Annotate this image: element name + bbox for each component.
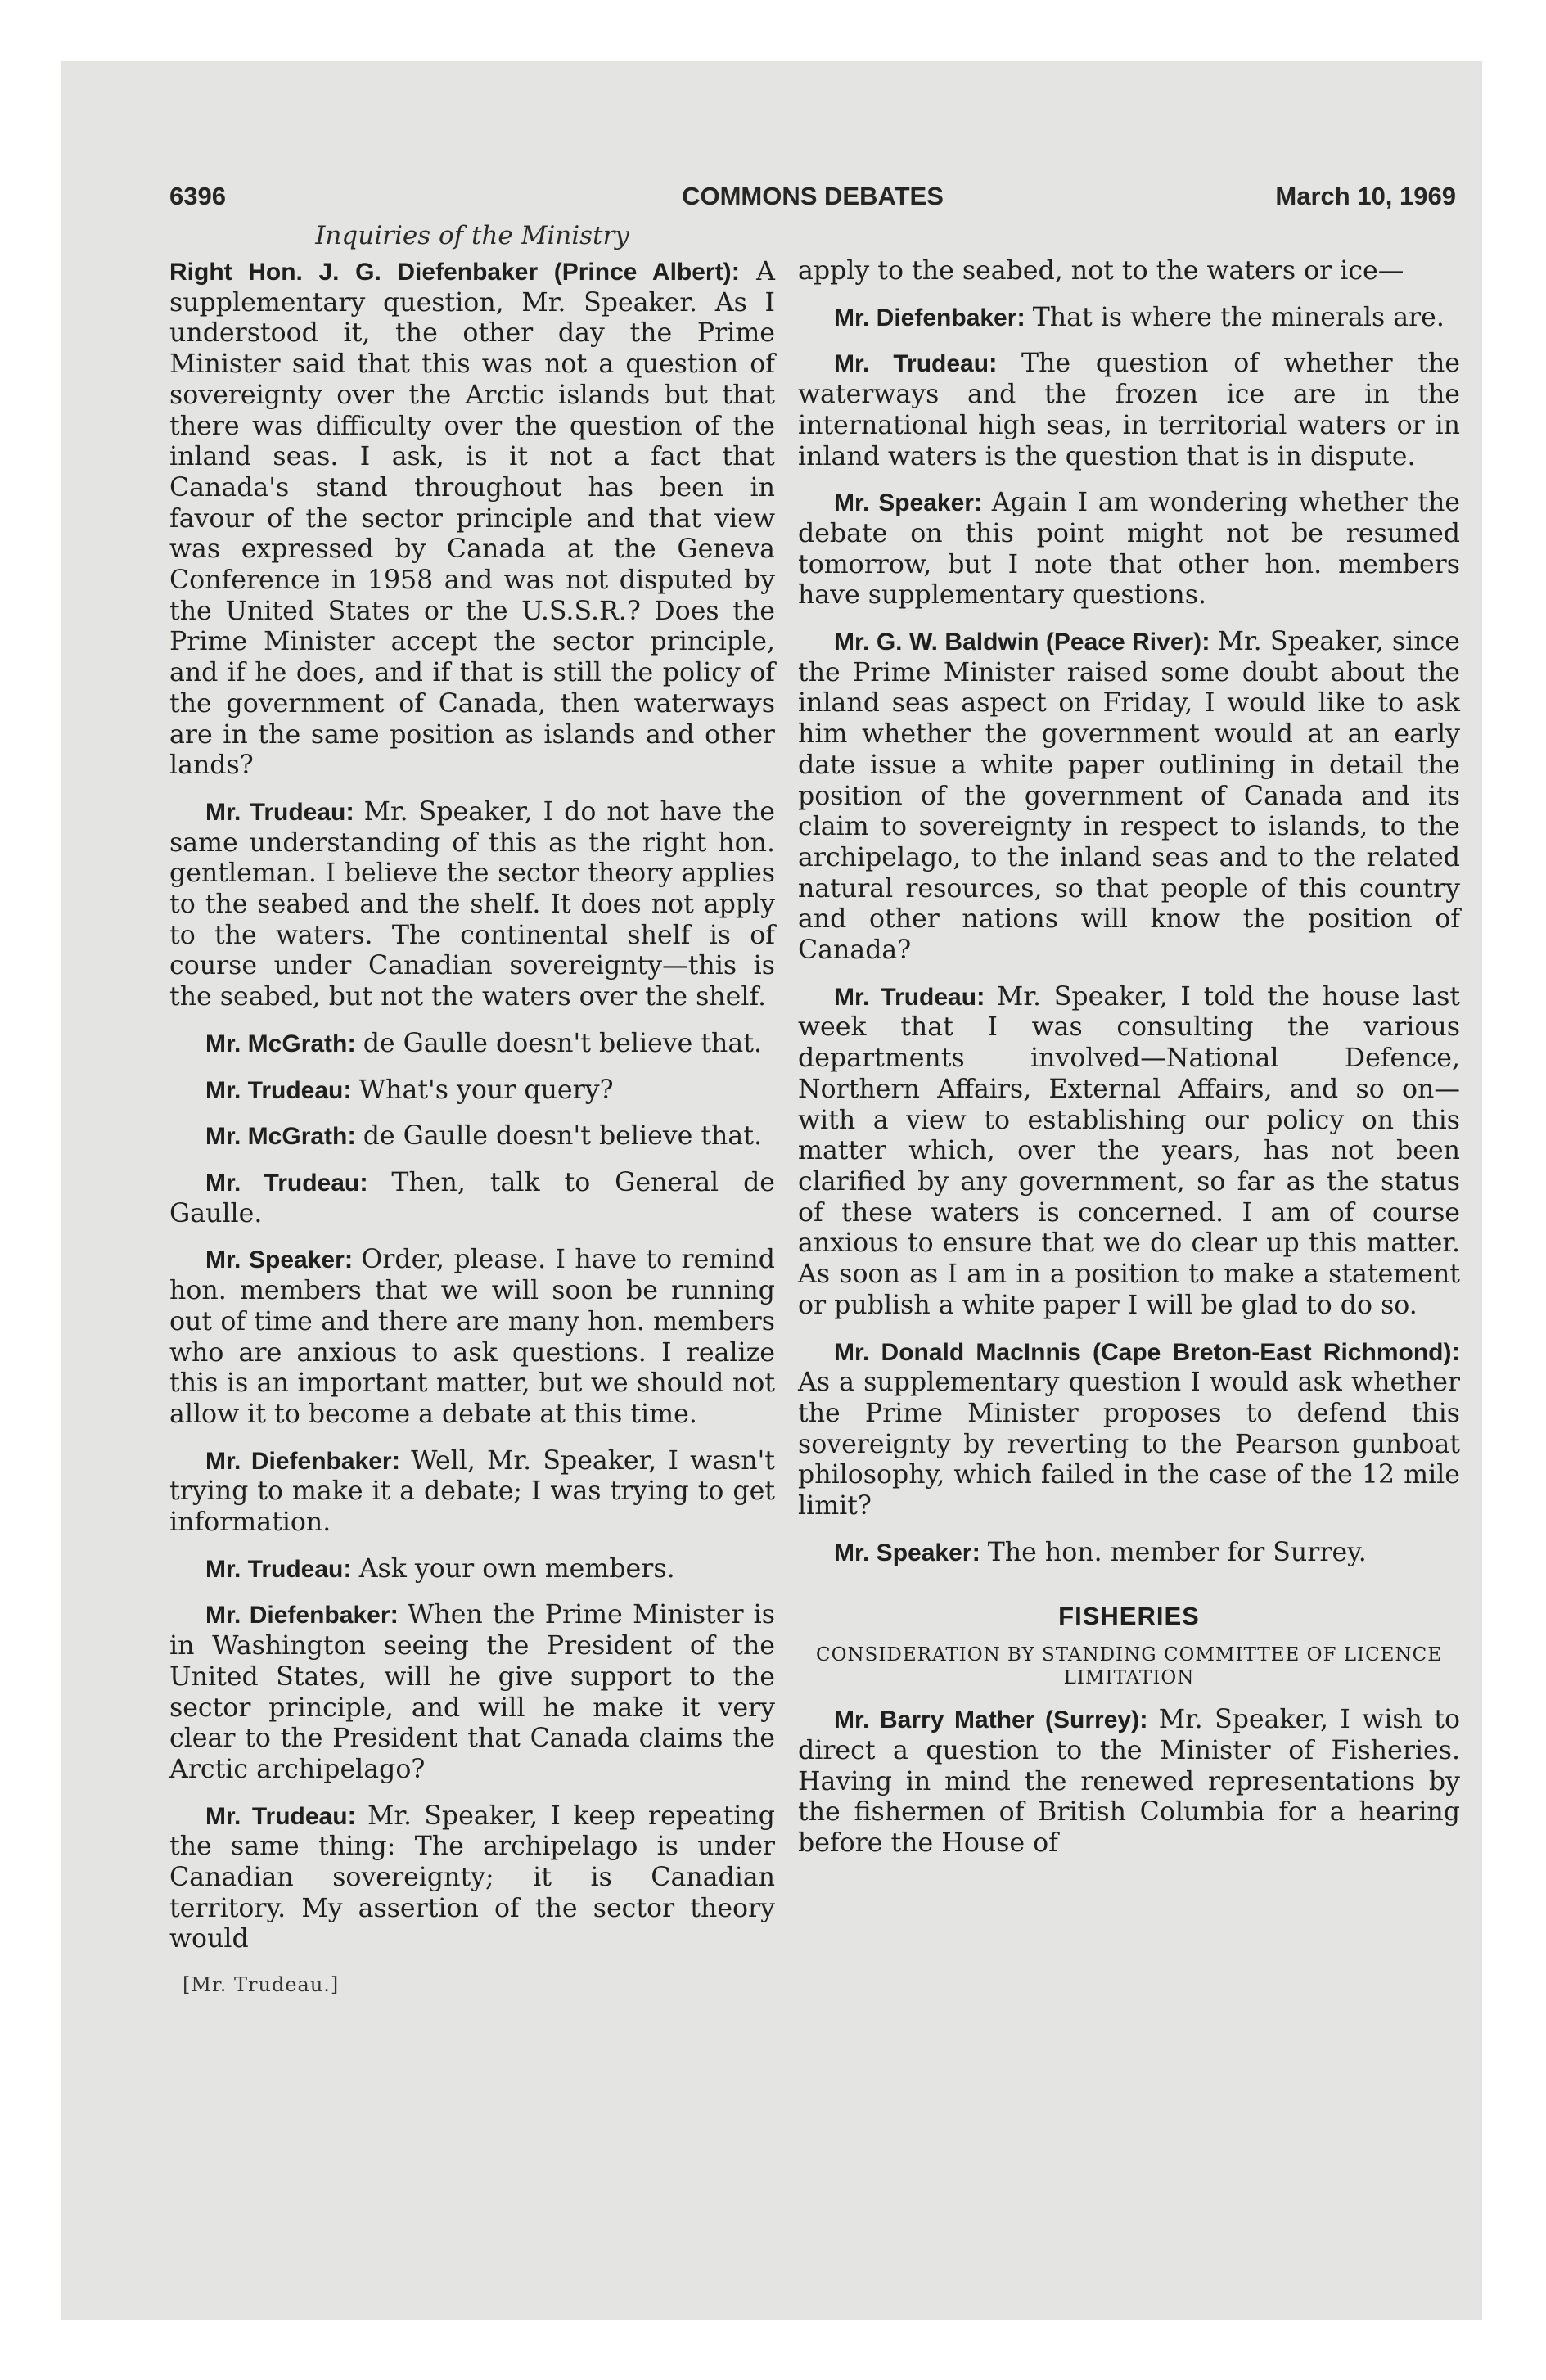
speech-paragraph: Mr. Trudeau: What's your query? bbox=[205, 1074, 614, 1105]
continuation-paragraph: apply to the seabed, not to the waters or ice— bbox=[798, 256, 1404, 286]
section-subheading: CONSIDERATION BY STANDING COMMITTEE OF LICENCE LIMITATION bbox=[816, 1644, 1442, 1689]
speech-paragraph: Mr. McGrath: de Gaulle doesn't believe that. bbox=[205, 1027, 762, 1058]
speech-paragraph: Mr. Diefenbaker: That is where the minerals are. bbox=[834, 301, 1445, 332]
speech-text: Mr. Speaker, I do not have the same understanding of this as the right hon. gentleman. I believe the sector theory applies to the seabed and the shelf. It does not apply to the waters. The continental shelf is of course under Canadian sovereignty—this is the seabed, but not the waters over the shelf. bbox=[169, 796, 775, 1012]
speech-text: When the Prime Minister is in Washington seeing the President of the United States, will he give support to the sector principle, and will he make it very clear to the President that Canada claims the Arctic archipelago? bbox=[169, 1600, 775, 1784]
speaker-name: Right Hon. J. G. Diefenbaker (Prince Albert) bbox=[169, 259, 732, 286]
speech-paragraph: Mr. Speaker: The hon. member for Surrey. bbox=[834, 1536, 1367, 1567]
speech-text: The question of whether the waterways and the frozen ice are in the international high seas, in territorial waters or in inland waters is the question that is in dispute. bbox=[798, 349, 1460, 471]
speech-text: Well, Mr. Speaker, I wasn't trying to make it a debate; I was trying to get information. bbox=[169, 1445, 775, 1538]
speech-paragraph: Mr. Trudeau: The question of whether the waterways and the frozen ice are in the international high seas, in territorial waters or in inland waters is the question that is in dispute. bbox=[798, 348, 1460, 471]
speech-paragraph: Mr. Diefenbaker: When the Prime Minister is in Washington seeing the President of the United States, will he give support to the sector principle, and will he make it very clear to the President that Canada claims the Arctic archipelago? bbox=[169, 1599, 775, 1784]
speech-text: de Gaulle doesn't believe that. bbox=[363, 1028, 762, 1058]
running-head: Inquiries of the Ministry bbox=[315, 221, 629, 250]
speech-paragraph: Mr. Trudeau: Mr. Speaker, I keep repeating the same thing: The archipelago is under Canadian sovereignty; it is Canadian territory. My assertion of the sector theory would bbox=[169, 1800, 775, 1954]
speech-paragraph: Right Hon. J. G. Diefenbaker (Prince Albert): A supplementary question, Mr. Speaker. As I understood it, the other day the Prime Minister said that this was not a question of sovereignty over the Arctic islands but that there was difficulty over the question of the inland seas. I ask, is it not a fact that Canada's stand throughout has been in favour of the sector principle and that view was expressed by Canada at the Geneva Conference in 1958 and was not disputed by the United States or the U.S.S.R.? Does the Prime Minister accept the sector principle, and if he does, and if that is still the policy of the government of Canada, then waterways are in the same position as islands and other lands? bbox=[169, 256, 775, 781]
speaker-name: Mr. McGrath bbox=[205, 1030, 348, 1057]
speaker-name: Mr. Trudeau bbox=[834, 350, 989, 378]
speaker-name: Mr. Diefenbaker bbox=[205, 1447, 392, 1475]
speech-text: The hon. member for Surrey. bbox=[987, 1537, 1367, 1567]
speaker-name: Mr. Trudeau bbox=[205, 1802, 348, 1830]
page-number: 6396 bbox=[169, 182, 226, 210]
speech-paragraph: Mr. Donald MacInnis (Cape Breton-East Richmond): As a supplementary question I would ask whether the Prime Minister proposes to defend this sovereignty by reverting to the Pearson gunboat philosophy, which failed in the case of the 12 mile limit? bbox=[798, 1336, 1460, 1521]
speech-text: Mr. Speaker, I wish to direct a question to the Minister of Fisheries. Having in mind the renewed representations by the fishermen of British Columbia for a hearing before the House of bbox=[798, 1705, 1460, 1858]
speaker-name: Mr. Trudeau bbox=[205, 1076, 344, 1104]
speech-paragraph: Mr. Trudeau: Then, talk to General de Gaulle. bbox=[169, 1166, 775, 1228]
left-column bbox=[169, 256, 775, 2001]
speech-paragraph: Mr. G. W. Baldwin (Peace River): Mr. Speaker, since the Prime Minister raised some doubt about the inland seas aspect on Friday, I would like to ask him whether the government would at an early date issue a white paper outlining in detail the position of the government of Canada and its claim to sovereignty in respect to islands, to the archipelago, to the inland seas and to the related natural resources, so that people of this country and other nations will know the position of Canada? bbox=[798, 626, 1460, 966]
speech-paragraph: Mr. Speaker: Order, please. I have to remind hon. members that we will soon be running out of time and there are many hon. members who are anxious to ask questions. I realize this is an important matter, but we should not allow it to become a debate at this time. bbox=[169, 1244, 775, 1429]
speaker-name: Mr. Trudeau bbox=[205, 798, 346, 826]
speech-text: A supplementary question, Mr. Speaker. As I understood it, the other day the Prime Minister said that this was not a question of sovereignty over the Arctic islands but that there was difficulty over the question of the inland seas. I ask, is it not a fact that Canada's stand throughout has been in favour of the sector principle and that view was expressed by Canada at the Geneva Conference in 1958 and was not disputed by the United States or the U.S.S.R.? Does the Prime Minister accept the sector principle, and if he does, and if that is still the policy of the government of Canada, then waterways are in the same position as islands and other lands? bbox=[169, 257, 775, 781]
speaker-name: Mr. Speaker bbox=[205, 1246, 345, 1274]
speech-text: As a supplementary question I would ask whether the Prime Minister proposes to defend this sovereignty by reverting to the Pearson gunboat philosophy, which failed in the case of the 12 mile limit? bbox=[798, 1368, 1460, 1521]
speech-text: Then, talk to General de Gaulle. bbox=[169, 1167, 775, 1228]
right-paragraphs bbox=[798, 302, 1460, 1569]
speaker-tag: [Mr. Trudeau.] bbox=[183, 1973, 340, 1997]
speech-text: Mr. Speaker, I keep repeating the same thing: The archipelago is under Canadian sovereignty; it is Canadian territory. My assertion of the sector theory would bbox=[169, 1801, 775, 1954]
speech-paragraph: Mr. Trudeau: Mr. Speaker, I told the house last week that I was consulting the various departments involved—National Defence, Northern Affairs, External Affairs, and so on—with a view to establishing our policy on this matter which, over the years, has not been clarified by any government, so far as the status of these waters is concerned. I am of course anxious to ensure that we do clear up this matter. As soon as I am in a position to make a statement or publish a white paper I will be glad to do so. bbox=[798, 980, 1460, 1320]
speech-paragraph: Mr. McGrath: de Gaulle doesn't believe that. bbox=[205, 1120, 762, 1152]
speaker-name: Mr. Speaker bbox=[834, 489, 974, 517]
speaker-name: Mr. Trudeau bbox=[205, 1555, 344, 1583]
speaker-name: Mr. Trudeau bbox=[834, 983, 977, 1011]
speaker-name: Mr. Donald MacInnis (Cape Breton-East Richmond) bbox=[834, 1338, 1452, 1366]
page-header bbox=[169, 182, 1456, 214]
publication-title: COMMONS DEBATES bbox=[682, 182, 944, 210]
speech-text: What's your query? bbox=[358, 1075, 614, 1105]
speech-paragraph: Mr. Trudeau: Mr. Speaker, I do not have the same understanding of this as the right hon. gentleman. I believe the sector theory applies to the seabed and the shelf. It does not apply to the waters. The continental shelf is of course under Canadian sovereignty—this is the seabed, but not the waters over the shelf. bbox=[169, 796, 775, 1012]
speaker-name: Mr. Barry Mather (Surrey) bbox=[834, 1706, 1140, 1734]
section-heading: FISHERIES bbox=[1058, 1602, 1200, 1631]
speaker-name: Mr. Diefenbaker bbox=[205, 1602, 390, 1629]
speaker-name: Mr. Trudeau bbox=[205, 1169, 360, 1197]
right-column bbox=[798, 256, 1460, 1874]
speech-text: Ask your own members. bbox=[358, 1553, 675, 1584]
section-paragraphs bbox=[798, 1704, 1460, 1859]
speech-paragraph: Mr. Barry Mather (Surrey): Mr. Speaker, I wish to direct a question to the Minister of Fisheries. Having in mind the renewed representations by the fishermen of British Columbia for a hearing before the House of bbox=[798, 1704, 1460, 1858]
speech-paragraph: Mr. Diefenbaker: Well, Mr. Speaker, I wasn't trying to make it a debate; I was trying to get information. bbox=[169, 1445, 775, 1538]
speaker-name: Mr. G. W. Baldwin (Peace River) bbox=[834, 629, 1202, 656]
speech-text: Again I am wondering whether the debate on this point might not be resumed tomorrow, but I note that other hon. members have supplementary questions. bbox=[798, 488, 1460, 611]
speech-text: de Gaulle doesn't believe that. bbox=[363, 1121, 762, 1152]
speech-paragraph: Mr. Trudeau: Ask your own members. bbox=[205, 1553, 675, 1584]
speech-text: Mr. Speaker, I told the house last week that I was consulting the various departments involved—National Defence, Northern Affairs, External Affairs, and so on—with a view to establishing our policy on this matter which, over the years, has not been clarified by any government, so far as the status of these waters is concerned. I am of course anxious to ensure that we do clear up this matter. As soon as I am in a position to make a statement or publish a white paper I will be glad to do so. bbox=[798, 981, 1460, 1320]
speaker-name: Mr. McGrath bbox=[205, 1123, 348, 1151]
speech-text: That is where the minerals are. bbox=[1032, 302, 1445, 332]
left-paragraphs bbox=[169, 256, 775, 1955]
speech-text: Order, please. I have to remind hon. members that we will soon be running out of time and there are many hon. members who are anxious to ask questions. I realize this is an important matter, but we should not allow it to become a debate at this time. bbox=[169, 1245, 775, 1429]
speech-text: Mr. Speaker, since the Prime Minister raised some doubt about the inland seas aspect on Friday, I would like to ask him whether the government would at an early date issue a white paper outlining in detail the position of the government of Canada and its claim to sovereignty in respect to islands, to the archipelago, to the inland seas and to the related natural resources, so that people of this country and other nations will know the position of Canada? bbox=[798, 627, 1460, 966]
speaker-name: Mr. Diefenbaker bbox=[834, 304, 1017, 331]
header-date: March 10, 1969 bbox=[1275, 182, 1456, 210]
speaker-name: Mr. Speaker bbox=[834, 1539, 972, 1566]
speech-paragraph: Mr. Speaker: Again I am wondering whether the debate on this point might not be resumed tomorrow, but I note that other hon. members have supplementary questions. bbox=[798, 487, 1460, 611]
